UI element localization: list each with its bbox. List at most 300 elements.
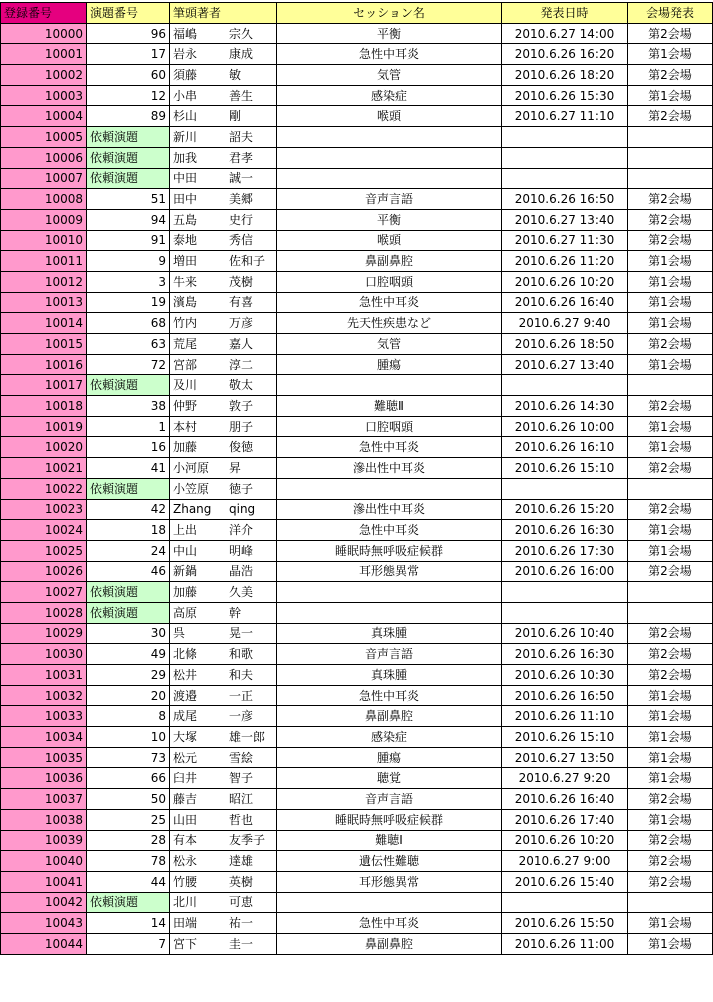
registration-number-cell[interactable]: 10024 — [1, 520, 87, 541]
session-name-cell[interactable]: 平衡 — [277, 209, 502, 230]
first-author-cell[interactable] — [170, 478, 277, 499]
presentation-number-cell[interactable]: 49 — [87, 644, 170, 665]
session-name-cell[interactable]: 難聴Ⅰ — [277, 830, 502, 851]
presentation-number-cell[interactable]: 24 — [87, 540, 170, 561]
registration-number-cell[interactable]: 10020 — [1, 437, 87, 458]
hall-cell[interactable]: 第1会場 — [628, 251, 713, 272]
presentation-datetime-cell[interactable]: 2010.6.27 9:40 — [502, 313, 628, 334]
presentation-datetime-cell[interactable] — [502, 168, 628, 189]
session-name-cell[interactable]: 気管 — [277, 334, 502, 355]
registration-number-cell[interactable]: 10027 — [1, 582, 87, 603]
presentation-number-cell[interactable]: 依頼演題 — [87, 168, 170, 189]
presentation-number-cell[interactable]: 78 — [87, 851, 170, 872]
first-author-cell[interactable] — [170, 416, 277, 437]
registration-number-cell[interactable]: 10009 — [1, 209, 87, 230]
session-name-cell[interactable]: 睡眠時無呼吸症候群 — [277, 809, 502, 830]
first-author-cell[interactable] — [170, 809, 277, 830]
first-author-cell[interactable] — [170, 65, 277, 86]
session-name-cell[interactable] — [277, 375, 502, 396]
first-author-cell[interactable] — [170, 230, 277, 251]
registration-number-cell[interactable]: 10022 — [1, 478, 87, 499]
presentation-datetime-cell[interactable]: 2010.6.26 15:10 — [502, 727, 628, 748]
presentation-datetime-cell[interactable]: 2010.6.26 16:50 — [502, 189, 628, 210]
table-row — [1, 147, 713, 168]
registration-number-cell[interactable]: 10031 — [1, 665, 87, 686]
registration-number-cell[interactable]: 10040 — [1, 851, 87, 872]
presentation-number-cell[interactable]: 50 — [87, 789, 170, 810]
hall-cell[interactable]: 第2会場 — [628, 23, 713, 44]
presentation-number-cell[interactable]: 60 — [87, 65, 170, 86]
presentation-datetime-cell[interactable] — [502, 127, 628, 148]
session-name-cell[interactable]: 急性中耳炎 — [277, 437, 502, 458]
session-name-cell[interactable]: 急性中耳炎 — [277, 913, 502, 934]
hall-cell[interactable]: 第1会場 — [628, 313, 713, 334]
hall-cell[interactable]: 第2会場 — [628, 623, 713, 644]
author-given-name: 佐和子 — [229, 254, 266, 269]
presentation-datetime-cell[interactable]: 2010.6.27 11:30 — [502, 230, 628, 251]
registration-number-cell[interactable]: 10030 — [1, 644, 87, 665]
presentation-number-cell[interactable]: 依頼演題 — [87, 582, 170, 603]
presentation-number-cell[interactable]: 30 — [87, 623, 170, 644]
presentation-number-cell[interactable]: 68 — [87, 313, 170, 334]
registration-number-cell[interactable]: 10032 — [1, 685, 87, 706]
registration-number-cell[interactable]: 10013 — [1, 292, 87, 313]
registration-number-cell[interactable]: 10012 — [1, 271, 87, 292]
registration-number-cell[interactable]: 10000 — [1, 23, 87, 44]
hall-cell[interactable]: 第1会場 — [628, 437, 713, 458]
registration-number-cell[interactable]: 10025 — [1, 540, 87, 561]
hall-cell[interactable]: 第1会場 — [628, 540, 713, 561]
hall-cell[interactable]: 第1会場 — [628, 706, 713, 727]
author-family-name: 中田 — [173, 171, 198, 186]
author-given-name: 君孝 — [229, 150, 254, 165]
hall-cell[interactable]: 第1会場 — [628, 913, 713, 934]
presentation-number-cell[interactable]: 20 — [87, 685, 170, 706]
first-author-cell[interactable] — [170, 933, 277, 954]
session-name-cell[interactable]: 滲出性中耳炎 — [277, 458, 502, 479]
presentation-datetime-cell[interactable]: 2010.6.27 13:40 — [502, 354, 628, 375]
presentation-number-cell[interactable]: 依頼演題 — [87, 127, 170, 148]
registration-number-cell[interactable]: 10023 — [1, 499, 87, 520]
presentation-datetime-cell[interactable]: 2010.6.27 14:00 — [502, 23, 628, 44]
hall-cell[interactable]: 第1会場 — [628, 768, 713, 789]
presentation-number-cell[interactable]: 41 — [87, 458, 170, 479]
hall-cell[interactable]: 第1会場 — [628, 292, 713, 313]
session-name-cell[interactable]: 喉頭 — [277, 106, 502, 127]
hall-cell[interactable]: 第2会場 — [628, 644, 713, 665]
first-author-cell[interactable] — [170, 375, 277, 396]
hall-cell[interactable] — [628, 582, 713, 603]
first-author-cell[interactable] — [170, 830, 277, 851]
first-author-cell[interactable] — [170, 727, 277, 748]
registration-number-cell[interactable]: 10014 — [1, 313, 87, 334]
hall-cell[interactable] — [628, 892, 713, 913]
presentation-datetime-cell[interactable]: 2010.6.26 10:40 — [502, 623, 628, 644]
first-author-cell[interactable] — [170, 499, 277, 520]
session-name-cell[interactable]: 聴覚 — [277, 768, 502, 789]
first-author-cell[interactable] — [170, 209, 277, 230]
presentation-number-cell[interactable]: 1 — [87, 416, 170, 437]
session-name-cell[interactable]: 鼻副鼻腔 — [277, 706, 502, 727]
session-name-cell[interactable]: 平衡 — [277, 23, 502, 44]
presentation-datetime-cell[interactable]: 2010.6.26 15:50 — [502, 913, 628, 934]
presentation-number-cell[interactable]: 依頼演題 — [87, 478, 170, 499]
presentation-datetime-cell[interactable]: 2010.6.26 16:50 — [502, 685, 628, 706]
registration-number-cell[interactable]: 10011 — [1, 251, 87, 272]
presentation-datetime-cell[interactable]: 2010.6.26 18:50 — [502, 334, 628, 355]
presentation-datetime-cell[interactable]: 2010.6.26 11:00 — [502, 933, 628, 954]
session-name-cell[interactable]: 滲出性中耳炎 — [277, 499, 502, 520]
session-name-cell[interactable]: 気管 — [277, 65, 502, 86]
first-author-cell[interactable] — [170, 913, 277, 934]
presentation-datetime-cell[interactable]: 2010.6.26 17:30 — [502, 540, 628, 561]
header-presentation-datetime[interactable]: 発表日時 — [502, 3, 628, 24]
hall-cell[interactable]: 第2会場 — [628, 334, 713, 355]
first-author-cell[interactable] — [170, 582, 277, 603]
presentation-datetime-cell[interactable] — [502, 602, 628, 623]
session-name-cell[interactable]: 音声言語 — [277, 644, 502, 665]
presentation-number-cell[interactable]: 73 — [87, 747, 170, 768]
registration-number-cell[interactable]: 10029 — [1, 623, 87, 644]
presentation-datetime-cell[interactable]: 2010.6.26 10:30 — [502, 665, 628, 686]
session-name-cell[interactable]: 感染症 — [277, 727, 502, 748]
hall-cell[interactable]: 第1会場 — [628, 354, 713, 375]
presentation-number-cell[interactable]: 3 — [87, 271, 170, 292]
session-name-cell[interactable]: 腫瘍 — [277, 354, 502, 375]
presentation-number-cell[interactable]: 91 — [87, 230, 170, 251]
hall-cell[interactable]: 第1会場 — [628, 685, 713, 706]
registration-number-cell[interactable]: 10034 — [1, 727, 87, 748]
presentation-datetime-cell[interactable]: 2010.6.26 16:30 — [502, 520, 628, 541]
hall-cell[interactable]: 第2会場 — [628, 851, 713, 872]
hall-cell[interactable]: 第2会場 — [628, 189, 713, 210]
presentation-datetime-cell[interactable]: 2010.6.26 10:20 — [502, 830, 628, 851]
registration-number-cell[interactable]: 10015 — [1, 334, 87, 355]
session-name-cell[interactable]: 急性中耳炎 — [277, 44, 502, 65]
session-name-cell[interactable]: 真珠腫 — [277, 665, 502, 686]
registration-number-cell[interactable]: 10026 — [1, 561, 87, 582]
first-author-cell[interactable] — [170, 44, 277, 65]
table-row — [1, 313, 713, 334]
first-author-cell[interactable] — [170, 540, 277, 561]
presentation-number-cell[interactable]: 51 — [87, 189, 170, 210]
session-name-cell[interactable] — [277, 127, 502, 148]
hall-cell[interactable] — [628, 602, 713, 623]
presentation-datetime-cell[interactable]: 2010.6.26 16:40 — [502, 292, 628, 313]
registration-number-cell[interactable]: 10005 — [1, 127, 87, 148]
presentation-number-cell[interactable]: 94 — [87, 209, 170, 230]
author-given-name: 友季子 — [229, 833, 266, 848]
presentation-number-cell[interactable]: 72 — [87, 354, 170, 375]
hall-cell[interactable]: 第2会場 — [628, 665, 713, 686]
hall-cell[interactable]: 第1会場 — [628, 416, 713, 437]
first-author-cell[interactable] — [170, 602, 277, 623]
author-given-name: 剛 — [229, 109, 242, 124]
session-name-cell[interactable]: 口腔咽頭 — [277, 416, 502, 437]
registration-number-cell[interactable]: 10039 — [1, 830, 87, 851]
session-name-cell[interactable] — [277, 582, 502, 603]
first-author-cell[interactable] — [170, 189, 277, 210]
first-author-cell[interactable] — [170, 313, 277, 334]
presentation-number-cell[interactable]: 96 — [87, 23, 170, 44]
presentation-number-cell[interactable]: 10 — [87, 727, 170, 748]
session-name-cell[interactable]: 口腔咽頭 — [277, 271, 502, 292]
first-author-cell[interactable] — [170, 747, 277, 768]
presentation-datetime-cell[interactable]: 2010.6.26 15:40 — [502, 871, 628, 892]
header-session-name[interactable]: セッション名 — [277, 3, 502, 24]
registration-number-cell[interactable]: 10028 — [1, 602, 87, 623]
hall-cell[interactable]: 第2会場 — [628, 789, 713, 810]
registration-number-cell[interactable]: 10019 — [1, 416, 87, 437]
author-given-name: 久美 — [229, 585, 254, 600]
presentation-number-cell[interactable]: 9 — [87, 251, 170, 272]
table-row — [1, 665, 713, 686]
registration-number-cell[interactable]: 10004 — [1, 106, 87, 127]
session-name-cell[interactable] — [277, 168, 502, 189]
presentation-datetime-cell[interactable]: 2010.6.26 11:20 — [502, 251, 628, 272]
hall-cell[interactable]: 第1会場 — [628, 85, 713, 106]
first-author-cell[interactable] — [170, 706, 277, 727]
first-author-cell[interactable] — [170, 871, 277, 892]
first-author-cell[interactable] — [170, 644, 277, 665]
first-author-cell[interactable] — [170, 85, 277, 106]
presentation-number-cell[interactable]: 依頼演題 — [87, 892, 170, 913]
hall-cell[interactable]: 第1会場 — [628, 520, 713, 541]
presentation-number-cell[interactable]: 89 — [87, 106, 170, 127]
presentation-number-cell[interactable]: 38 — [87, 396, 170, 417]
presentation-datetime-cell[interactable]: 2010.6.27 13:50 — [502, 747, 628, 768]
first-author-cell[interactable] — [170, 168, 277, 189]
first-author-cell[interactable] — [170, 623, 277, 644]
first-author-cell[interactable] — [170, 561, 277, 582]
registration-number-cell[interactable]: 10008 — [1, 189, 87, 210]
session-name-cell[interactable]: 感染症 — [277, 85, 502, 106]
table-row — [1, 375, 713, 396]
hall-cell[interactable] — [628, 168, 713, 189]
first-author-cell[interactable] — [170, 251, 277, 272]
first-author-cell[interactable] — [170, 768, 277, 789]
first-author-cell[interactable] — [170, 437, 277, 458]
first-author-cell[interactable] — [170, 665, 277, 686]
registration-number-cell[interactable]: 10021 — [1, 458, 87, 479]
presentation-number-cell[interactable]: 28 — [87, 830, 170, 851]
session-name-cell[interactable]: 腫瘍 — [277, 747, 502, 768]
hall-cell[interactable]: 第1会場 — [628, 747, 713, 768]
first-author-cell[interactable] — [170, 458, 277, 479]
registration-number-cell[interactable]: 10017 — [1, 375, 87, 396]
table-row — [1, 230, 713, 251]
presentation-datetime-cell[interactable]: 2010.6.26 15:20 — [502, 499, 628, 520]
presentation-datetime-cell[interactable]: 2010.6.27 9:20 — [502, 768, 628, 789]
first-author-cell[interactable] — [170, 354, 277, 375]
presentation-number-cell[interactable]: 12 — [87, 85, 170, 106]
header-registration-number[interactable]: 登録番号 — [1, 3, 87, 24]
presentation-datetime-cell[interactable] — [502, 375, 628, 396]
hall-cell[interactable]: 第2会場 — [628, 65, 713, 86]
table-row — [1, 727, 713, 748]
presentation-table — [0, 2, 713, 955]
presentation-number-cell[interactable]: 依頼演題 — [87, 147, 170, 168]
session-name-cell[interactable]: 先天性疾患など — [277, 313, 502, 334]
presentation-number-cell[interactable]: 8 — [87, 706, 170, 727]
session-name-cell[interactable]: 耳形態異常 — [277, 561, 502, 582]
hall-cell[interactable]: 第2会場 — [628, 106, 713, 127]
table-row — [1, 85, 713, 106]
presentation-datetime-cell[interactable]: 2010.6.26 11:10 — [502, 706, 628, 727]
session-name-cell[interactable]: 耳形態異常 — [277, 871, 502, 892]
registration-number-cell[interactable]: 10041 — [1, 871, 87, 892]
first-author-cell[interactable] — [170, 789, 277, 810]
first-author-cell[interactable] — [170, 396, 277, 417]
session-name-cell[interactable] — [277, 602, 502, 623]
presentation-number-cell[interactable]: 14 — [87, 913, 170, 934]
presentation-number-cell[interactable]: 25 — [87, 809, 170, 830]
presentation-number-cell[interactable]: 依頼演題 — [87, 375, 170, 396]
hall-cell[interactable] — [628, 127, 713, 148]
hall-cell[interactable]: 第1会場 — [628, 933, 713, 954]
first-author-cell[interactable] — [170, 685, 277, 706]
session-name-cell[interactable]: 急性中耳炎 — [277, 520, 502, 541]
first-author-cell[interactable] — [170, 851, 277, 872]
hall-cell[interactable]: 第2会場 — [628, 499, 713, 520]
hall-cell[interactable] — [628, 478, 713, 499]
session-name-cell[interactable] — [277, 892, 502, 913]
first-author-cell[interactable] — [170, 147, 277, 168]
presentation-number-cell[interactable]: 18 — [87, 520, 170, 541]
registration-number-cell[interactable]: 10044 — [1, 933, 87, 954]
presentation-number-cell[interactable]: 63 — [87, 334, 170, 355]
presentation-datetime-cell[interactable] — [502, 582, 628, 603]
presentation-number-cell[interactable]: 66 — [87, 768, 170, 789]
presentation-datetime-cell[interactable]: 2010.6.26 16:40 — [502, 789, 628, 810]
registration-number-cell[interactable]: 10018 — [1, 396, 87, 417]
hall-cell[interactable]: 第2会場 — [628, 458, 713, 479]
presentation-datetime-cell[interactable]: 2010.6.26 17:40 — [502, 809, 628, 830]
first-author-cell[interactable] — [170, 892, 277, 913]
registration-number-cell[interactable]: 10036 — [1, 768, 87, 789]
presentation-datetime-cell[interactable]: 2010.6.27 9:00 — [502, 851, 628, 872]
hall-cell[interactable]: 第1会場 — [628, 809, 713, 830]
hall-cell[interactable]: 第1会場 — [628, 727, 713, 748]
session-name-cell[interactable]: 音声言語 — [277, 789, 502, 810]
hall-cell[interactable]: 第1会場 — [628, 44, 713, 65]
first-author-cell[interactable] — [170, 334, 277, 355]
presentation-number-cell[interactable]: 29 — [87, 665, 170, 686]
session-name-cell[interactable] — [277, 147, 502, 168]
presentation-datetime-cell[interactable]: 2010.6.26 16:20 — [502, 44, 628, 65]
author-family-name: 小河原 — [173, 460, 210, 475]
hall-cell[interactable]: 第2会場 — [628, 561, 713, 582]
first-author-cell[interactable] — [170, 23, 277, 44]
author-given-name: 万彦 — [229, 316, 254, 331]
first-author-cell[interactable] — [170, 292, 277, 313]
author-family-name: 松元 — [173, 750, 198, 765]
session-name-cell[interactable]: 急性中耳炎 — [277, 685, 502, 706]
registration-number-cell[interactable]: 10033 — [1, 706, 87, 727]
author-family-name: 増田 — [173, 254, 198, 269]
presentation-datetime-cell[interactable]: 2010.6.26 16:30 — [502, 644, 628, 665]
presentation-datetime-cell[interactable]: 2010.6.27 13:40 — [502, 209, 628, 230]
registration-number-cell[interactable]: 10016 — [1, 354, 87, 375]
presentation-datetime-cell[interactable]: 2010.6.26 15:10 — [502, 458, 628, 479]
hall-cell[interactable]: 第2会場 — [628, 230, 713, 251]
registration-number-cell[interactable]: 10037 — [1, 789, 87, 810]
first-author-cell[interactable] — [170, 127, 277, 148]
registration-number-cell[interactable]: 10010 — [1, 230, 87, 251]
session-name-cell[interactable]: 遺伝性難聴 — [277, 851, 502, 872]
session-name-cell[interactable]: 鼻副鼻腔 — [277, 251, 502, 272]
hall-cell[interactable]: 第2会場 — [628, 871, 713, 892]
presentation-datetime-cell[interactable] — [502, 147, 628, 168]
registration-number-cell[interactable]: 10002 — [1, 65, 87, 86]
presentation-datetime-cell[interactable]: 2010.6.26 14:30 — [502, 396, 628, 417]
presentation-datetime-cell[interactable] — [502, 478, 628, 499]
presentation-number-cell[interactable]: 46 — [87, 561, 170, 582]
header-presentation-number[interactable]: 演題番号 — [87, 3, 170, 24]
presentation-datetime-cell[interactable] — [502, 892, 628, 913]
session-name-cell[interactable]: 鼻副鼻腔 — [277, 933, 502, 954]
registration-number-cell[interactable]: 10038 — [1, 809, 87, 830]
presentation-number-cell[interactable]: 7 — [87, 933, 170, 954]
presentation-number-cell[interactable]: 44 — [87, 871, 170, 892]
hall-cell[interactable]: 第2会場 — [628, 209, 713, 230]
registration-number-cell[interactable]: 10007 — [1, 168, 87, 189]
registration-number-cell[interactable]: 10043 — [1, 913, 87, 934]
header-hall[interactable]: 会場発表 — [628, 3, 713, 24]
presentation-datetime-cell[interactable]: 2010.6.26 16:10 — [502, 437, 628, 458]
hall-cell[interactable] — [628, 147, 713, 168]
author-family-name: 五島 — [173, 212, 198, 227]
first-author-cell[interactable] — [170, 106, 277, 127]
author-given-name: 智子 — [229, 771, 254, 786]
presentation-number-cell[interactable]: 19 — [87, 292, 170, 313]
author-family-name: 福嶋 — [173, 26, 198, 41]
first-author-cell[interactable] — [170, 520, 277, 541]
registration-number-cell[interactable]: 10003 — [1, 85, 87, 106]
session-name-cell[interactable]: 喉頭 — [277, 230, 502, 251]
presentation-datetime-cell[interactable]: 2010.6.26 18:20 — [502, 65, 628, 86]
presentation-datetime-cell[interactable]: 2010.6.26 10:00 — [502, 416, 628, 437]
presentation-number-cell[interactable]: 42 — [87, 499, 170, 520]
session-name-cell[interactable] — [277, 478, 502, 499]
registration-number-cell[interactable]: 10001 — [1, 44, 87, 65]
presentation-number-cell[interactable]: 16 — [87, 437, 170, 458]
first-author-cell[interactable] — [170, 271, 277, 292]
hall-cell[interactable] — [628, 375, 713, 396]
presentation-datetime-cell[interactable]: 2010.6.26 16:00 — [502, 561, 628, 582]
session-name-cell[interactable]: 音声言語 — [277, 189, 502, 210]
presentation-number-cell[interactable]: 依頼演題 — [87, 602, 170, 623]
header-first-author[interactable]: 筆頭著者 — [170, 3, 277, 24]
presentation-datetime-cell[interactable]: 2010.6.26 15:30 — [502, 85, 628, 106]
author-given-name: 祐一 — [229, 916, 254, 931]
session-name-cell[interactable]: 睡眠時無呼吸症候群 — [277, 540, 502, 561]
session-name-cell[interactable]: 難聴Ⅱ — [277, 396, 502, 417]
presentation-datetime-cell[interactable]: 2010.6.27 11:10 — [502, 106, 628, 127]
author-family-name: 竹腰 — [173, 874, 198, 889]
session-name-cell[interactable]: 真珠腫 — [277, 623, 502, 644]
presentation-number-cell[interactable]: 17 — [87, 44, 170, 65]
presentation-datetime-cell[interactable]: 2010.6.26 10:20 — [502, 271, 628, 292]
hall-cell[interactable]: 第1会場 — [628, 271, 713, 292]
session-name-cell[interactable]: 急性中耳炎 — [277, 292, 502, 313]
registration-number-cell[interactable]: 10006 — [1, 147, 87, 168]
hall-cell[interactable]: 第2会場 — [628, 396, 713, 417]
registration-number-cell[interactable]: 10042 — [1, 892, 87, 913]
hall-cell[interactable]: 第2会場 — [628, 830, 713, 851]
registration-number-cell[interactable]: 10035 — [1, 747, 87, 768]
table-row — [1, 251, 713, 272]
